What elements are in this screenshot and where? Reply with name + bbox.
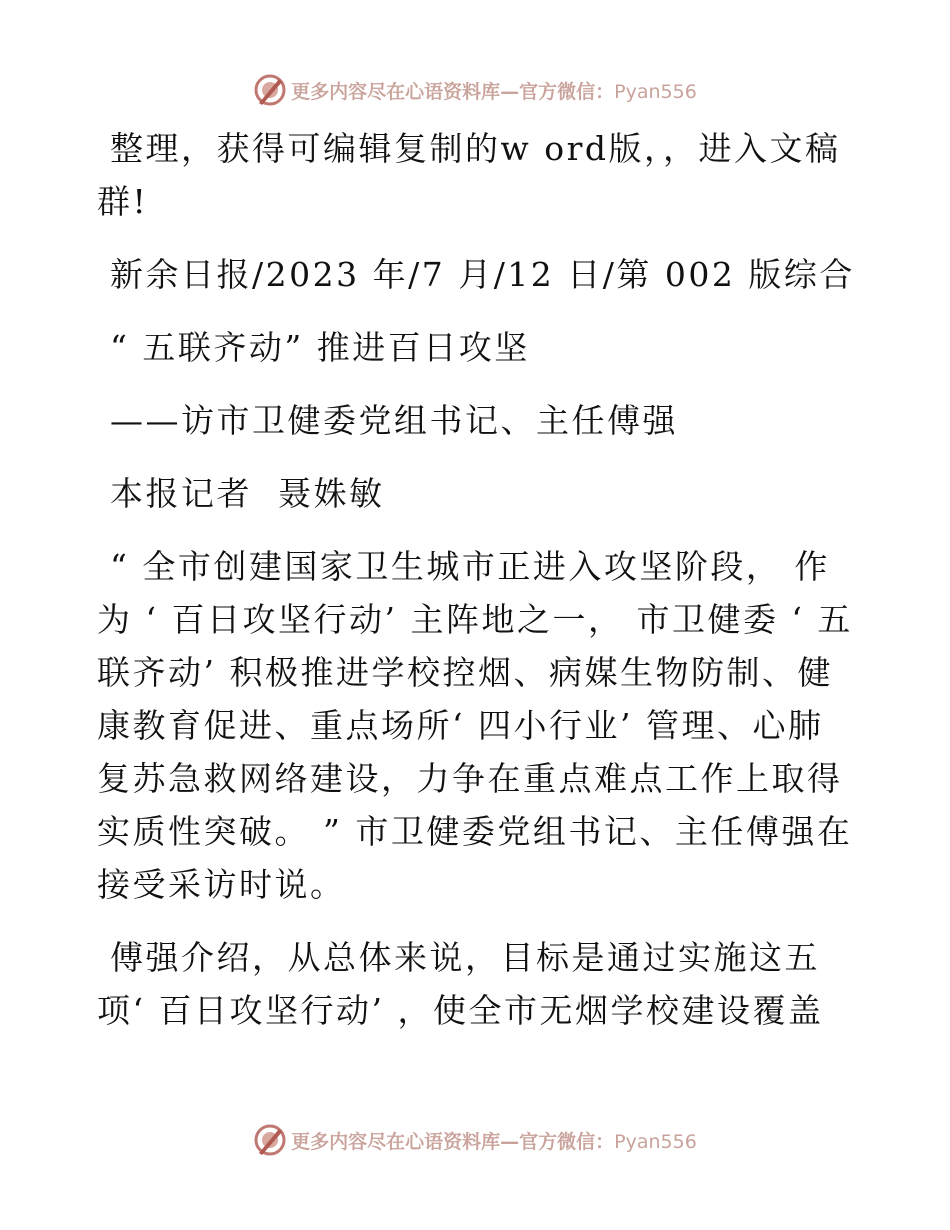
article-title: “ 五联齐动” 推进百日攻坚 <box>97 328 530 367</box>
pen-logo-icon <box>253 73 287 107</box>
source-line: 新余日报/2023 年/7 月/12 日/第 002 版综合 <box>97 255 855 294</box>
watermark-text: 更多内容尽在心语资料库—官方微信：Pyan556 <box>291 80 697 103</box>
watermark-banner-bottom <box>0 1120 950 1160</box>
body-paragraph-2: 傅强介绍，从总体来说，目标是通过实施这五项‘ 百日攻坚行动’ ，使全市无烟学校建设覆盖 <box>97 938 824 1030</box>
watermark-text: 更多内容尽在心语资料库—官方微信：Pyan556 <box>291 1130 697 1153</box>
pen-logo-icon <box>253 1123 287 1157</box>
intro-paragraph: 整理，获得可编辑复制的w ord版，，进入文稿群! <box>97 129 841 221</box>
document-body <box>97 122 857 1057</box>
article-subtitle: ——访市卫健委党组书记、主任傅强 <box>97 401 678 440</box>
watermark-banner-top <box>0 70 950 110</box>
byline: 本报记者 聂姝敏 <box>97 474 385 513</box>
body-paragraph-1: “ 全市创建国家卫生城市正进入攻坚阶段， 作为 ‘ 百日攻坚行动’ 主阵地之一， 市卫健委 ‘ 五联齐动’ 积极推进学校控烟、病媒生物防制、健康教育促进、重点场所‘ 四小行业’ 管理、心肺复苏急救网络建设，力争在重点难点工作上取得实质性突破。 ” 市卫健委党组书记、主任傅强在接受采访时说。 <box>97 547 853 904</box>
